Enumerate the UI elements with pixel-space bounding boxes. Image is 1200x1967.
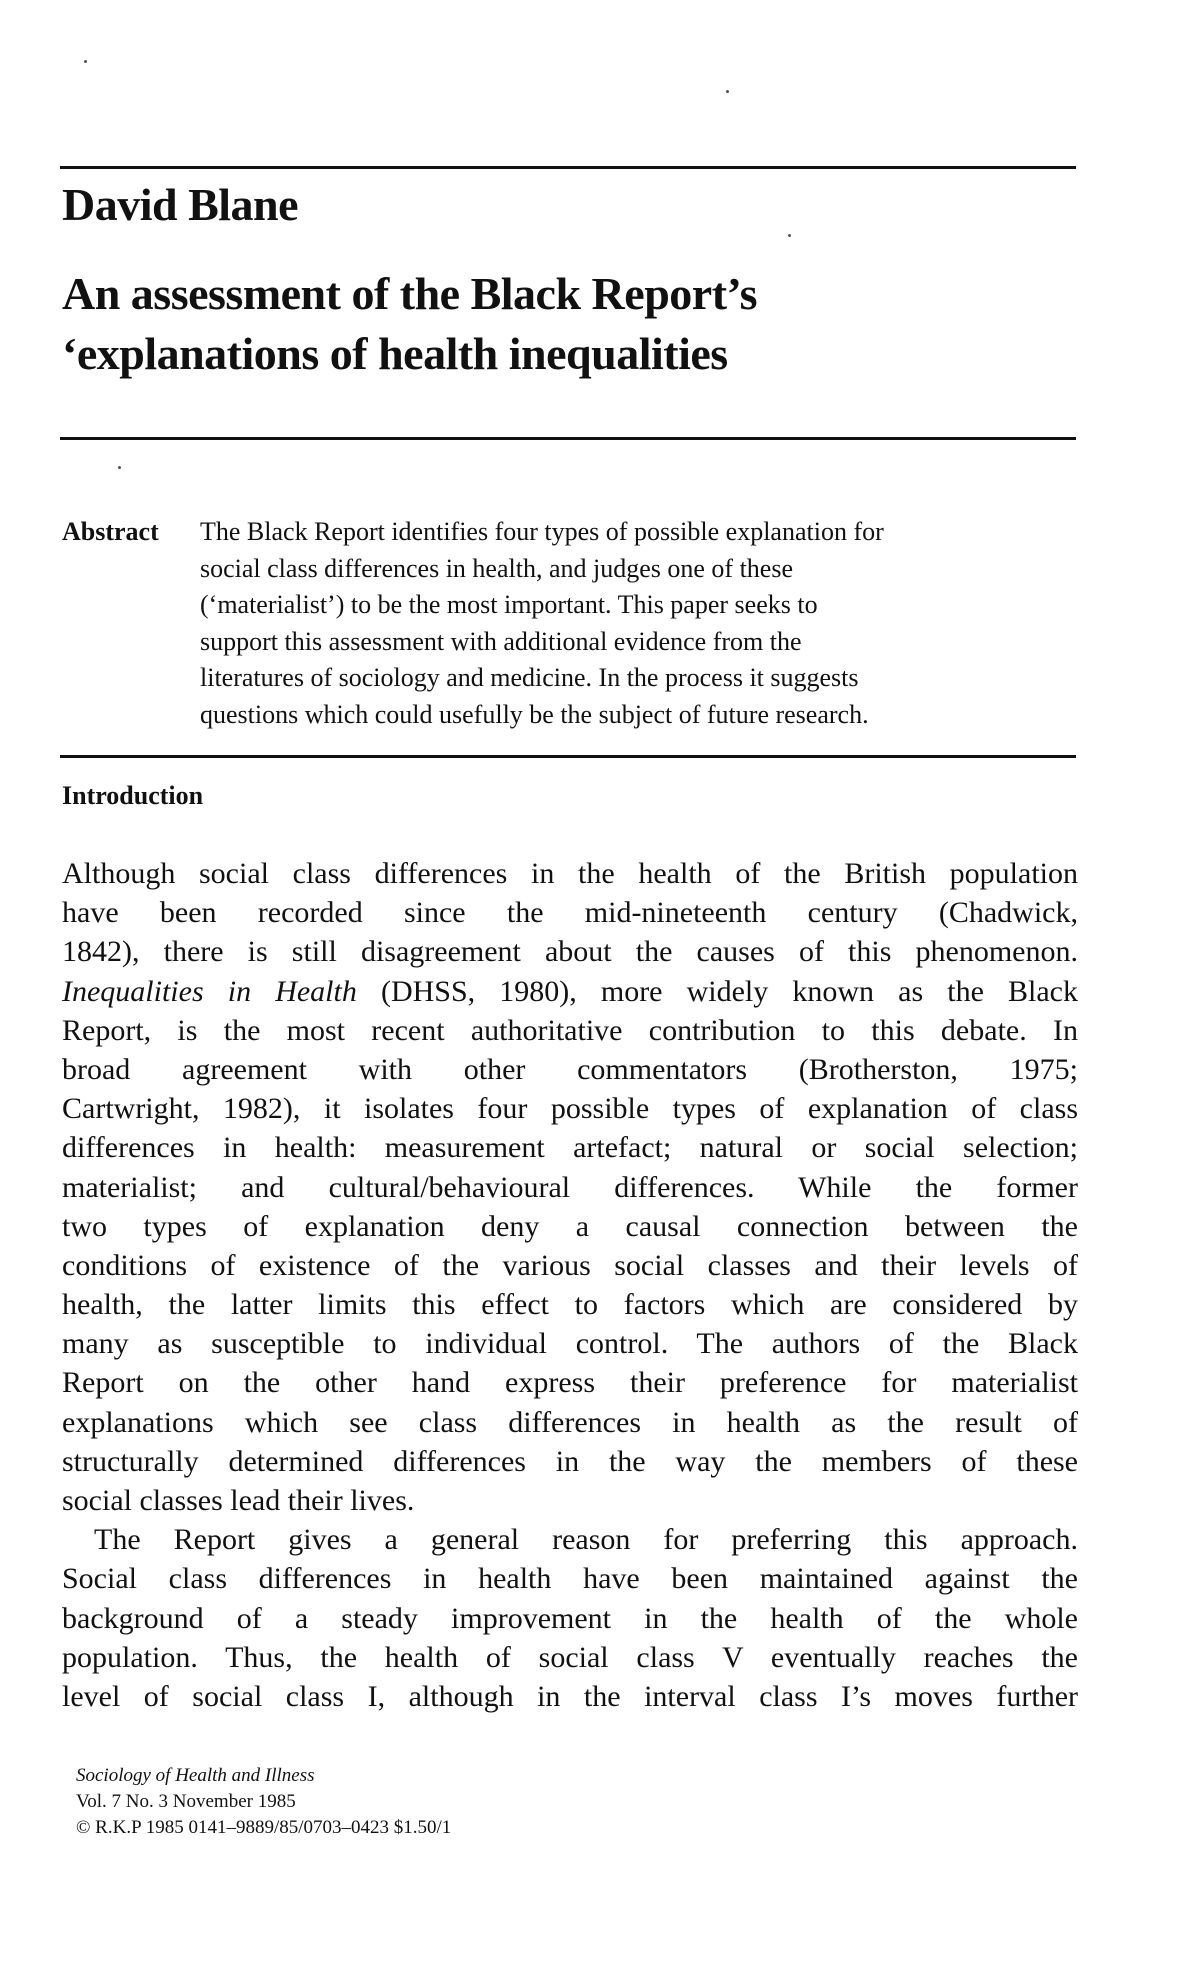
- body-line: have been recorded since the mid-nineteenth century (Chadwick,: [62, 896, 1078, 930]
- body-line: Report on the other hand express their preference for materialist: [62, 1366, 1078, 1400]
- journal-name: Sociology of Health and Illness: [76, 1765, 315, 1786]
- body-line: social classes lead their lives.: [62, 1484, 415, 1517]
- title-bottom-rule: [60, 437, 1076, 440]
- body-line: Report, is the most recent authoritative contribution to this debate. In: [62, 1013, 1078, 1047]
- abstract-line: literatures of sociology and medicine. In the process it suggests: [200, 663, 859, 692]
- abstract-line: (‘materialist’) to be the most important. This paper seeks to: [200, 590, 818, 619]
- scan-speck: [84, 60, 87, 63]
- body-line: explanations which see class differences in health as the result of: [62, 1405, 1078, 1439]
- section-heading-introduction: Introduction: [62, 781, 204, 810]
- scan-speck: [788, 234, 791, 237]
- body-line: materialist; and cultural/behavioural differences. While the former: [62, 1170, 1078, 1204]
- abstract-line: questions which could usefully be the subject of future research.: [200, 699, 869, 729]
- scan-speck: [726, 90, 729, 93]
- body-line-rest: (DHSS, 1980), more widely known as the Black: [356, 974, 1078, 1008]
- introduction-body: [62, 854, 1078, 1716]
- body-line: broad agreement with other commentators (Brotherston, 1975;: [62, 1052, 1078, 1086]
- article-title: [62, 264, 1062, 384]
- body-line: [62, 972, 1078, 1011]
- abstract-line: social class differences in health, and judges one of these: [200, 553, 793, 583]
- scan-speck: [118, 466, 121, 469]
- abstract-line: The Black Report identifies four types of possible explanation for: [200, 517, 884, 546]
- abstract-bottom-rule: [60, 755, 1076, 758]
- body-line: Social class differences in health have been maintained against the: [62, 1562, 1078, 1596]
- copyright-line: © R.K.P 1985 0141–9889/85/0703–0423 $1.50/1: [76, 1817, 452, 1838]
- body-line: Cartwright, 1982), it isolates four possible types of explanation of class: [62, 1092, 1078, 1126]
- article-title-line: ‘explanations of health inequalities: [62, 328, 728, 379]
- journal-citation: [76, 1763, 451, 1815]
- body-line: level of social class I, although in the interval class I’s moves further: [62, 1679, 1078, 1713]
- body-line: Although social class differences in the health of the British population: [62, 857, 1078, 890]
- cited-title: Inequalities in Health: [62, 974, 357, 1008]
- body-line: The Report gives a general reason for preferring this approach.: [94, 1523, 1078, 1557]
- body-line: health, the latter limits this effect to factors which are considered by: [62, 1288, 1078, 1322]
- body-line: background of a steady improvement in the health of the whole: [62, 1601, 1078, 1635]
- author-name: David Blane: [62, 179, 299, 230]
- body-line: many as susceptible to individual control. The authors of the Black: [62, 1327, 1078, 1361]
- abstract-line: support this assessment with additional evidence from the: [200, 626, 802, 656]
- body-line: 1842), there is still disagreement about the causes of this phenomenon.: [62, 935, 1078, 969]
- abstract-label: Abstract: [62, 517, 159, 546]
- journal-footer: [76, 1763, 451, 1841]
- body-line: differences in health: measurement artefact; natural or social selection;: [62, 1131, 1078, 1165]
- abstract-text: [200, 514, 1070, 733]
- top-rule: [60, 166, 1076, 169]
- article-title-line: An assessment of the Black Report’s: [62, 268, 758, 319]
- body-line: two types of explanation deny a causal connection between the: [62, 1209, 1078, 1243]
- body-line: population. Thus, the health of social class V eventually reaches the: [62, 1640, 1078, 1674]
- journal-issue: Vol. 7 No. 3 November 1985: [76, 1791, 296, 1812]
- body-line: structurally determined differences in the way the members of these: [62, 1444, 1078, 1478]
- body-line: conditions of existence of the various social classes and their levels of: [62, 1248, 1078, 1282]
